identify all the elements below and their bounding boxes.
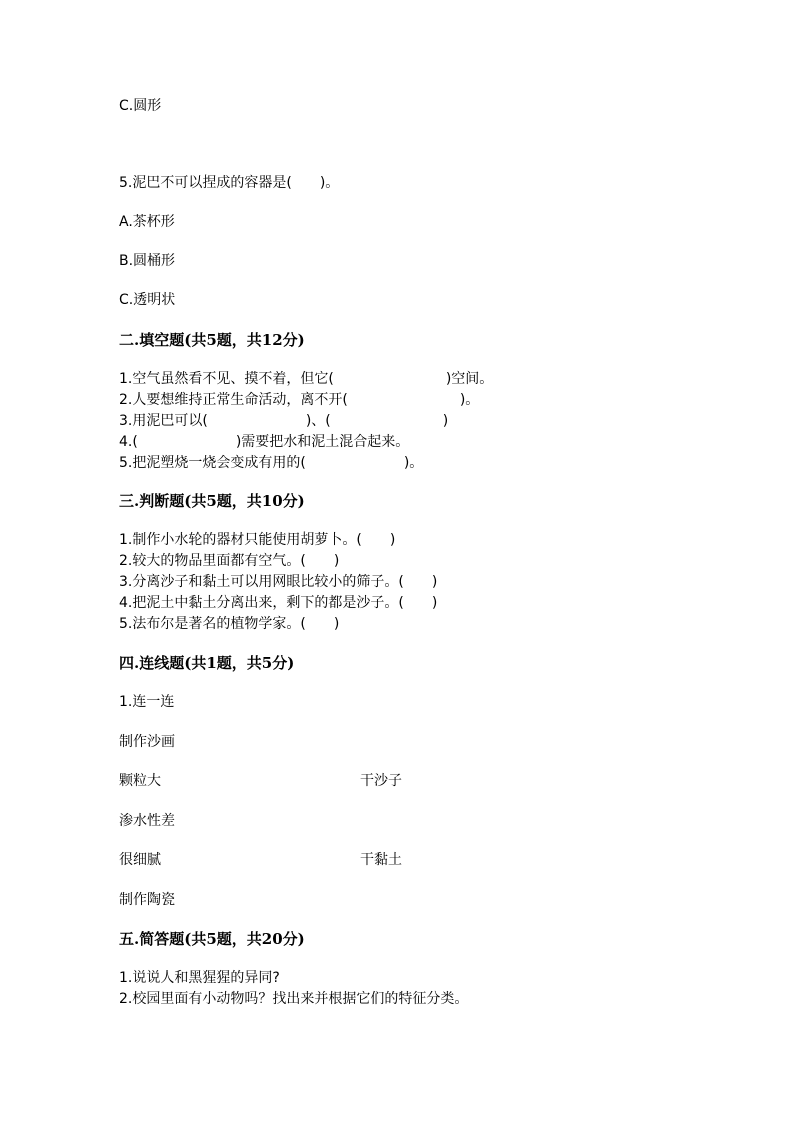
- q5-option-a: A.茶杯形: [119, 214, 175, 230]
- fill-item-1: 1.空气虽然看不见、摸不着，但它( )空间。: [119, 371, 494, 387]
- match-question: 1.连一连: [119, 694, 175, 710]
- section2-heading: 二.填空题(共5题，共12分): [119, 331, 305, 349]
- q4-option-c: C.圆形: [119, 98, 162, 114]
- judge-item-4: 4.把泥土中黏土分离出来，剩下的都是沙子。( ): [119, 595, 438, 611]
- match-left-item-1: 制作沙画: [119, 734, 175, 750]
- match-left-item-3: 渗水性差: [119, 813, 175, 829]
- match-left-item-2: 颗粒大: [119, 773, 161, 789]
- section3-heading: 三.判断题(共5题，共10分): [119, 492, 305, 510]
- match-left-item-5: 制作陶瓷: [119, 892, 175, 908]
- q5-stem: 5.泥巴不可以捏成的容器是( )。: [119, 175, 340, 191]
- q5-option-c: C.透明状: [119, 292, 176, 308]
- judge-item-1: 1.制作小水轮的器材只能使用胡萝卜。( ): [119, 532, 396, 548]
- short-answer-item-2: 2.校园里面有小动物吗？找出来并根据它们的特征分类。: [119, 991, 469, 1007]
- section4-heading: 四.连线题(共1题，共5分): [119, 654, 295, 672]
- match-right-item-1: 干沙子: [360, 773, 402, 789]
- fill-item-5: 5.把泥塑烧一烧会变成有用的( )。: [119, 455, 424, 471]
- match-left-item-4: 很细腻: [119, 852, 161, 868]
- fill-item-4: 4.( )需要把水和泥土混合起来。: [119, 434, 410, 450]
- short-answer-item-1: 1.说说人和黑猩猩的异同?: [119, 970, 280, 986]
- fill-item-2: 2.人要想维持正常生命活动，离不开( )。: [119, 392, 480, 408]
- judge-item-5: 5.法布尔是著名的植物学家。( ): [119, 616, 340, 632]
- section5-heading: 五.简答题(共5题，共20分): [119, 930, 305, 948]
- match-right-item-2: 干黏土: [360, 852, 402, 868]
- q5-option-b: B.圆桶形: [119, 253, 176, 269]
- judge-item-2: 2.较大的物品里面都有空气。( ): [119, 553, 340, 569]
- fill-item-3: 3.用泥巴可以( )、( ): [119, 413, 449, 429]
- judge-item-3: 3.分离沙子和黏土可以用网眼比较小的筛子。( ): [119, 574, 438, 590]
